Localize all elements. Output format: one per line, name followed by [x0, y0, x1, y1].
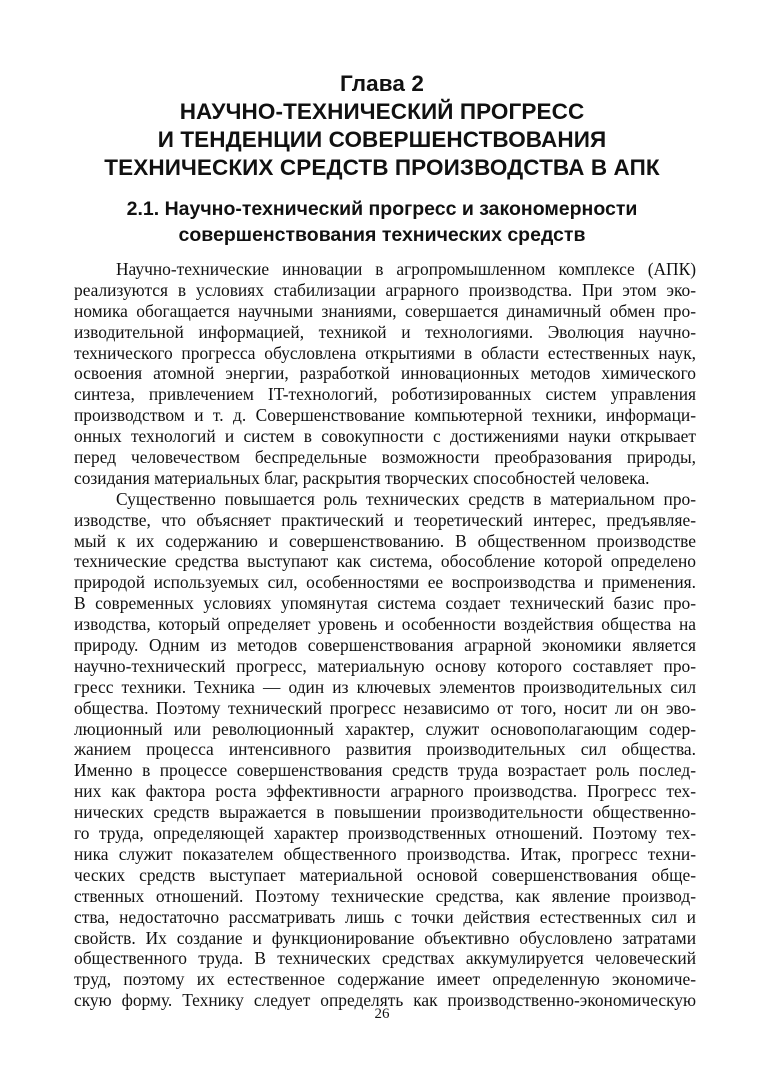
- text-line: мый к их содержанию и совершенствованию. В общественном производстве: [74, 530, 696, 551]
- text-line: природу. Одним из методов совершенствования аграрной экономики является: [74, 635, 696, 656]
- text-line: люционный или революционный характер, служит основополагающим содер-: [74, 718, 696, 739]
- section-title-line: 2.1. Научно-технический прогресс и закономерности: [126, 198, 638, 220]
- text-line: скую форму. Технику следует определять как производственно-экономическую: [74, 990, 696, 1011]
- text-line: них как фактора роста эффективности аграрного производства. Прогресс тех-: [74, 781, 696, 802]
- text-line: жанием процесса интенсивного развития производительных сил общества.: [74, 739, 696, 760]
- text-line: изводительной информацией, техникой и технологиями. Эволюция научно-: [74, 321, 696, 342]
- text-line: природой используемых сил, особенностями ее воспроизводства и применения.: [74, 572, 696, 593]
- text-line: нических средств выражается в повышении производительности общественно-: [74, 802, 696, 823]
- text-line: общественного труда. В технических средствах аккумулируется человеческий: [74, 948, 696, 969]
- text-line: Научно-технические инновации в агропромышленном комплексе (АПК): [116, 259, 696, 279]
- text-line: Существенно повышается роль технических средств в материальном про-: [116, 488, 696, 509]
- text-line: производством и т. д. Совершенствование компьютерной техники, информаци-: [74, 405, 696, 426]
- text-line: созидания материальных благ, раскрытия творческих способностей человека.: [74, 467, 650, 488]
- text-line: общества. Поэтому технический прогресс независимо от того, носит ли он эво-: [74, 697, 696, 718]
- text-line: изводства, который определяет уровень и особенности воздействия общества на: [74, 614, 696, 635]
- text-line: изводстве, что объясняет практический и теоретический интерес, предъявляе-: [74, 509, 696, 530]
- text-line: технические средства выступают как система, обособление которой определено: [74, 551, 696, 572]
- text-line: научно-технический прогресс, материальную основу которого составляет про-: [74, 655, 696, 676]
- text-line: синтеза, привлечением IT-технологий, роботизированных систем управления: [74, 384, 696, 405]
- text-line: перед человечеством беспредельные возможности преобразования природы,: [74, 447, 696, 468]
- paragraph: [74, 259, 696, 489]
- text-line: труд, поэтому их естественное содержание имеет определенную экономиче-: [74, 969, 696, 990]
- text-line: гресс техники. Техника — один из ключевых элементов производительных сил: [74, 676, 696, 697]
- chapter-title-line: И ТЕНДЕНЦИИ СОВЕРШЕНСТВОВАНИЯ: [157, 127, 607, 152]
- chapter-title-line: ТЕХНИЧЕСКИХ СРЕДСТВ ПРОИЗВОДСТВА В АПК: [104, 155, 660, 180]
- text-line: ника служит показателем общественного производства. Итак, прогресс техни-: [74, 843, 696, 864]
- section-title-line: совершенствования технических средств: [178, 224, 586, 246]
- text-line: свойств. Их создание и функционирование объективно обусловлено затратами: [74, 927, 696, 948]
- text-line: реализуются в условиях стабилизации аграрного производства. При этом эко-: [74, 279, 696, 300]
- chapter-label: Глава 2: [340, 71, 424, 96]
- text-line: ческих средств выступает материальной основой совершенствования обще-: [74, 864, 696, 885]
- text-line: го труда, определяющей характер производственных отношений. Поэтому тех-: [74, 823, 696, 844]
- body-text: [74, 259, 696, 1011]
- text-line: ственных отношений. Поэтому технические средства, как явление производ-: [74, 885, 696, 906]
- paragraph: [74, 489, 696, 1011]
- text-line: Именно в процессе совершенствования средств труда возрастает роль послед-: [74, 760, 696, 781]
- text-line: В современных условиях упомянутая система создает технический базис про-: [74, 593, 696, 614]
- section-heading: [60, 196, 704, 248]
- chapter-heading: [60, 70, 704, 182]
- chapter-title-line: НАУЧНО-ТЕХНИЧЕСКИЙ ПРОГРЕСС: [179, 99, 585, 124]
- text-line: номика обогащается научными знаниями, совершается динамичный обмен про-: [74, 300, 696, 321]
- text-line: технического прогресса обусловлена открытиями в области естественных наук,: [74, 342, 696, 363]
- text-line: ства, недостаточно рассматривать лишь с точки действия естественных сил и: [74, 906, 696, 927]
- text-line: онных технологий и систем в совокупности с достижениями науки открывает: [74, 426, 696, 447]
- text-line: освоения атомной энергии, разработкой инновационных методов химического: [74, 363, 696, 384]
- page-number: 26: [374, 1006, 390, 1022]
